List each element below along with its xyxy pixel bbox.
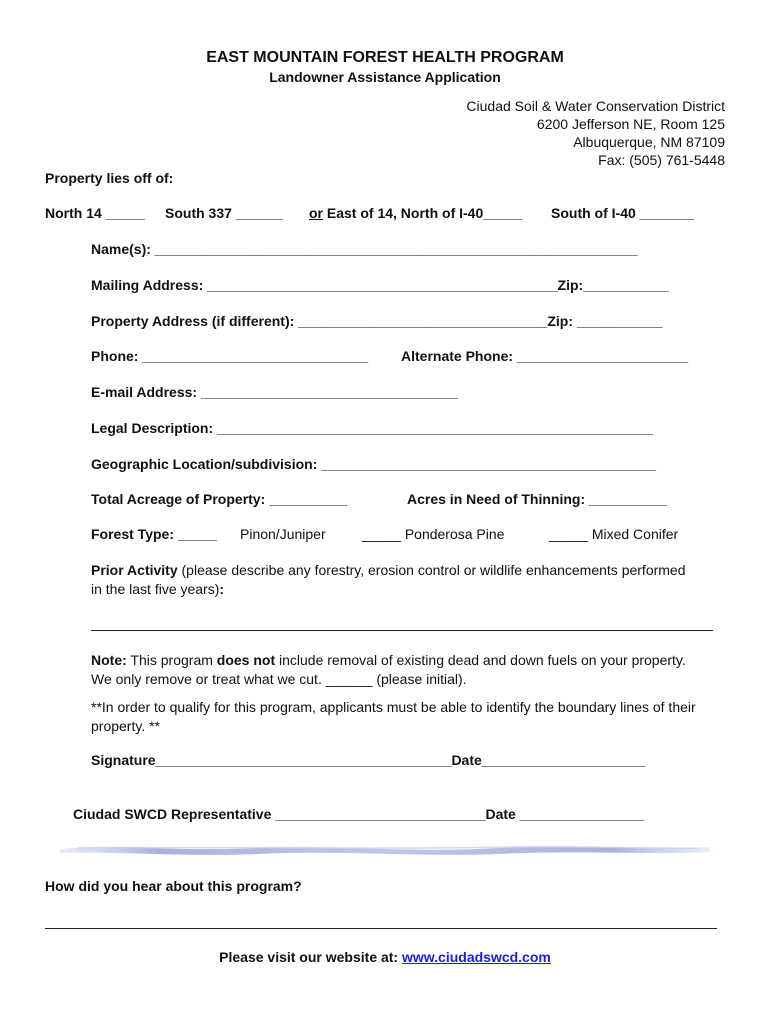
note-emphasis: does not [216, 652, 276, 668]
note-part2: include removal of existing dead and down fuels on your property. We only remove or treat what we cut. ______ (please initial). [91, 652, 686, 687]
form-subtitle: Landowner Assistance Application [269, 69, 501, 85]
geographic-location-field[interactable]: Geographic Location/subdivision: ___________________________________________ [91, 456, 657, 472]
legal-description-field[interactable]: Legal Description: ________________________________________________________ [91, 420, 654, 436]
names-field[interactable]: Name(s): ______________________________________________________________ [91, 241, 638, 257]
district-city: Albuquerque, NM 87109 [573, 134, 725, 150]
representative-field[interactable]: Ciudad SWCD Representative ___________________________Date ________________ [73, 806, 645, 822]
decorative-brush-divider [58, 840, 712, 858]
hear-about-answer-line[interactable] [45, 928, 717, 929]
website-line [0, 949, 770, 965]
alternate-phone-field[interactable]: Alternate Phone: ______________________ [401, 348, 689, 364]
north14-option[interactable]: North 14 _____ [45, 205, 145, 221]
district-street: 6200 Jefferson NE, Room 125 [536, 116, 725, 132]
note-label: Note: [91, 652, 127, 668]
prior-activity-text [91, 561, 691, 599]
property-lies-label: Property lies off of: [45, 170, 174, 186]
acres-thinning-field[interactable]: Acres in Need of Thinning: __________ [407, 491, 667, 507]
forest-type-field[interactable]: Forest Type: _____ [91, 526, 217, 542]
website-prompt: Please visit our website at: [219, 949, 402, 965]
east14-label: East of 14, North of I-40_____ [326, 205, 523, 221]
form-title: EAST MOUNTAIN FOREST HEALTH PROGRAM [206, 49, 564, 66]
east14-option[interactable] [309, 205, 522, 221]
southI40-option[interactable]: South of I-40 _______ [551, 205, 695, 221]
note-part1: This program [126, 652, 217, 668]
prior-activity-answer-line[interactable] [91, 630, 713, 631]
south337-option[interactable]: South 337 ______ [165, 205, 283, 221]
pinon-juniper-option: Pinon/Juniper [240, 526, 326, 542]
email-field[interactable]: E-mail Address: _________________________________ [91, 384, 458, 400]
prior-activity-label: Prior Activity [91, 562, 178, 578]
or-word: or [309, 205, 323, 221]
district-name: Ciudad Soil & Water Conservation District [466, 98, 725, 114]
mixed-conifer-option[interactable]: _____ Mixed Conifer [549, 526, 679, 542]
mailing-address-field[interactable]: Mailing Address: _____________________________________________Zip:___________ [91, 277, 669, 293]
signature-field[interactable]: Signature______________________________________Date_____________________ [91, 752, 646, 768]
ponderosa-pine-option[interactable]: _____ Ponderosa Pine [362, 526, 505, 542]
phone-field[interactable]: Phone: _____________________________ [91, 348, 369, 364]
hear-about-question: How did you hear about this program? [45, 878, 302, 894]
website-link[interactable]: www.ciudadswcd.com [402, 949, 551, 965]
qualify-text: **In order to qualify for this program, applicants must be able to identify the boundary lines of their property. ** [91, 699, 696, 734]
note-text [91, 651, 691, 689]
district-fax: Fax: (505) 761-5448 [598, 152, 725, 168]
prior-activity-desc: (please describe any forestry, erosion control or wildlife enhancements performed in the last five years) [91, 562, 686, 597]
property-address-field[interactable]: Property Address (if different): ________________________________Zip: ___________ [91, 313, 663, 329]
prior-activity-colon: : [219, 581, 225, 597]
total-acreage-field[interactable]: Total Acreage of Property: __________ [91, 491, 348, 507]
